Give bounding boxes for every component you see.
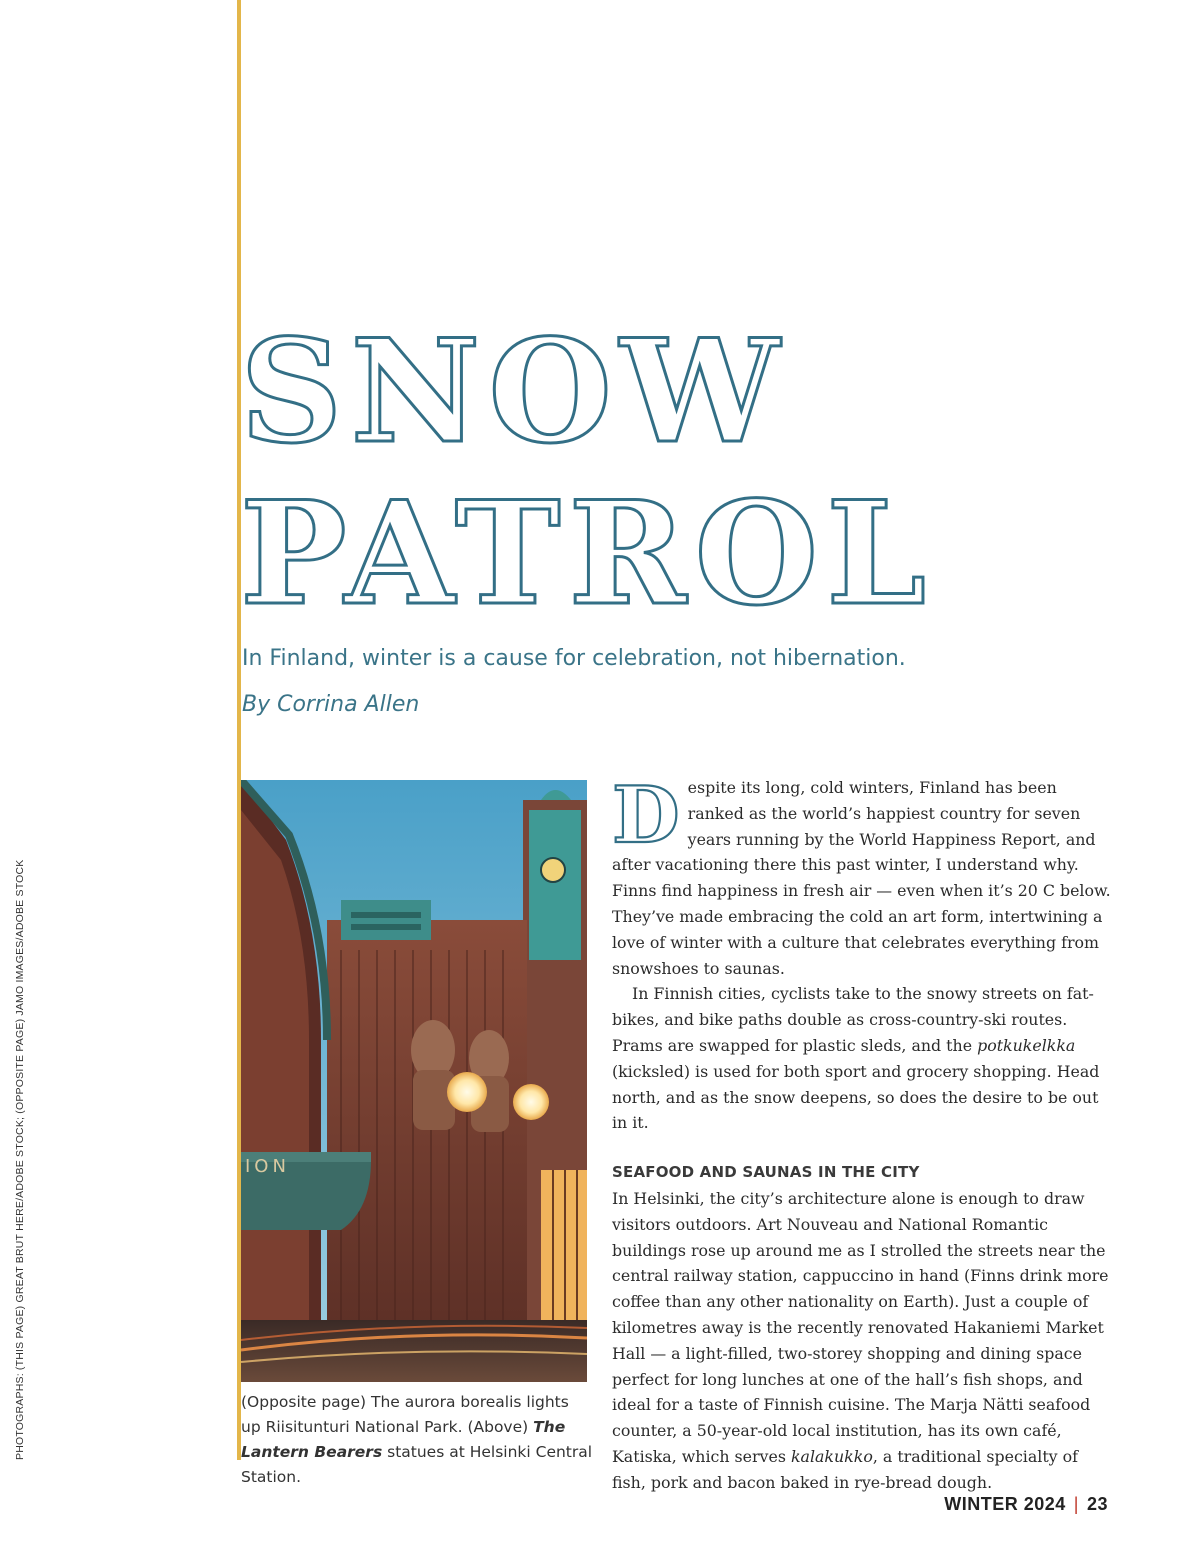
paragraph-2 — [612, 981, 1116, 1136]
headline-line-2: PATROL — [240, 471, 935, 637]
photo-caption — [241, 1390, 593, 1490]
paragraph-1-text: espite its long, cold winters, Finland has been ranked as the world’s happiest country for seven years running by the World Happiness Report, and after vacationing there this past winter, I understand why. Finns find happiness in fresh air — even when it’s 20 C below. They’ve made embracing the cold an art form, intertwining a love of winter with a culture that celebrates everything from snowshoes to saunas. — [612, 778, 1111, 978]
article-body — [612, 770, 1116, 1496]
paragraph-2-italic: potkukelkka — [977, 1035, 1076, 1055]
caption-text-2: statues at Helsinki Central Station. — [241, 1443, 593, 1486]
page-number: 23 — [1086, 1494, 1108, 1514]
helsinki-station-photo — [241, 780, 587, 1382]
paragraph-2-text-a: In Finnish cities, cyclists take to the snowy streets on fat-bikes, and bike paths double as cross-country-ski routes. Prams are swapped for plastic sleds, and the — [612, 984, 1094, 1055]
photo-credit: PHOTOGRAPHS: (THIS PAGE) GREAT BRUT HERE/ADOBE STOCK; (OPPOSITE PAGE) JAMO IMAGES/ADOBE STOCK — [14, 859, 26, 1460]
dek: In Finland, winter is a cause for celebration, not hibernation. — [242, 646, 906, 671]
byline: By Corrina Allen — [242, 692, 420, 717]
paragraph-1 — [612, 770, 1116, 981]
caption-text-1: (Opposite page) The aurora borealis lights up Riisitunturi National Park. (Above) — [241, 1393, 569, 1436]
folio — [944, 1494, 1108, 1515]
paragraph-2-text-b: (kicksled) is used for both sport and grocery shopping. Head north, and as the snow deepens, so does the desire to be out in it. — [612, 1061, 1100, 1133]
headline-line-1: SNOW — [240, 309, 788, 475]
section-subhead: SEAFOOD AND SAUNAS IN THE CITY — [612, 1163, 920, 1182]
station-sign: ION — [245, 1156, 290, 1177]
paragraph-3-text-b: , a traditional specialty of fish, pork and bacon baked in rye-bread dough. — [612, 1446, 1078, 1492]
drop-cap: D — [612, 770, 680, 861]
folio-divider: | — [1073, 1494, 1079, 1514]
folio-issue: WINTER 2024 — [944, 1494, 1066, 1514]
paragraph-3-text-a: In Helsinki, the city’s architecture alone is enough to draw visitors outdoors. Art Nouveau and National Romantic buildings rose up around me as I strolled the streets near the central railway station, cappuccino in hand (Finns drink more coffee than any other nationality on Earth). Just a couple of kilometres away is the recently renovated Hakaniemi Market Hall — a light-filled, two-storey shopping and dining space perfect for long lunches at one of the hall’s fish shops, and ideal for a taste of Finnish cuisine. The Marja Nätti seafood counter, a 50-year-old local institution, has its own café, Katiska, which serves — [612, 1188, 1109, 1466]
paragraph-3 — [612, 1186, 1116, 1496]
paragraph-3-italic: kalakukko — [790, 1446, 873, 1466]
headline — [240, 309, 935, 637]
caption-italic: The Lantern Bearers — [241, 1418, 566, 1461]
